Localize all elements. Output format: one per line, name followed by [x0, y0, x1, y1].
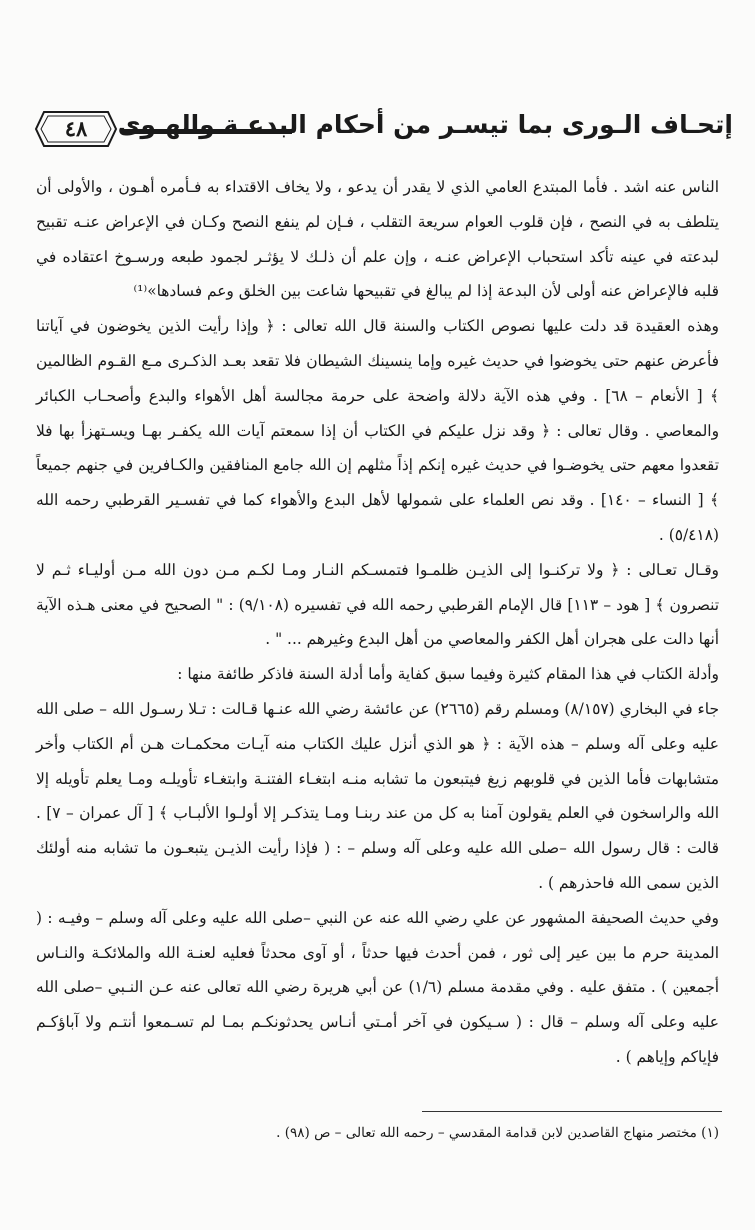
paragraph: الناس عنه اشد . فأما المبتدع العامي الذي لا يقدر أن يدعو ، ولا يخاف الاقتداء به فـأمره أهـون ، والأولى أن يتلطف به في النصح ، فإن قلوب العوام سريعة التقلب ، فـإن لم ينفع النصح وكـان في الإعراض عنـه تقبيح لبدعته في عينه تأكد استحباب الإعراض عنـه ، وإن علم أن ذلـك لا يؤثـر لجمود طبعه ورسـوخ اعتقاده في قلبه فالإعراض عنه أولى لأن البدعة إذا لم يبالغ في تقبيحها شاعت بين الخلق وعم فسادها»⁽¹⁾ — [36, 178, 719, 301]
paragraph: وأدلة الكتاب في هذا المقام كثيرة وفيما سبق كفاية وأما أدلة السنة فاذكر طائفة منها : — [177, 665, 719, 684]
paragraph: وفي حديث الصحيفة المشهور عن علي رضي الله عنه عن النبي –صلى الله عليه وعلى آله وسلم – وفيـه : ( المدينة حرم ما بين عير إلى ثور ، فمن أحدث فيها حدثاً ، أو آوى محدثاً فعليه لعنـة الله والملائكـة والنـاس أجمعين ) . متفق عليه . وفي مقدمة مسلم (١/٦) عن أبي هريرة رضي الله تعالى عنه عـن النـبي –صلى الله عليه وعلى آله وسلم – قال : ( سـيكون في آخر أمـتي أنـاس يحدثونكـم بمـا لم تسـمعوا أنتـم ولا آباؤكـم فإياكم وإياهم ) . — [36, 908, 720, 1066]
page-header — [22, 104, 733, 156]
paragraph: وقـال تعـالى : ﴿ ولا تركنـوا إلى الذيـن ظلمـوا فتمسـكم النـار ومـا لكـم مـن دون الله مـن أوليـاء ثـم لا تنصرون ﴾ [ هود – ١١٣] قال الإمام القرطبي رحمه الله في تفسيره (٩/١٠٨) : " الصحيح في معنى هـذه الآية أنها دالت على هجران أهل الكفر والمعاصي من أهل البدع وغيرهم ... " . — [36, 560, 719, 649]
paragraph: جاء في البخاري (٨/١٥٧) ومسلم رقم (٢٦٦٥) عن عائشة رضي الله عنـها قـالت : تـلا رسـول الله – صلى الله عليه وعلى آله وسلم – هذه الآية : ﴿ هو الذي أنزل عليك الكتاب منه آيـات محكمـات هـن أم الكتاب وأخر متشابهات فأما الذين في قلوبهم زيغ فيتبعون ما تشابه منـه ابتغـاء الفتنـة وابتغـاء تأويلـه ومـا يعلم تأويله إلا الله والراسخون في العلم يقولون آمنا به كل من عند ربنـا ومـا يتذكـر إلا أولـوا الألبـاب ﴾ [ آل عمران – ٧] . قالت : قال رسول الله –صلى الله عليه وعلى آله وسلم – : ( فإذا رأيت الذيـن يتبعـون ما تشابه منه أولئك الذين سمى الله فاحذرهم ) . — [36, 699, 719, 892]
footnote: (١) مختصر منهاج القاصدين لابن قدامة المقدسي – رحمه الله تعالى – ص (٩٨) . — [276, 1125, 719, 1141]
page-number-badge — [34, 109, 118, 149]
paragraph: وهذه العقيدة قد دلت عليها نصوص الكتاب والسنة قال الله تعالى : ﴿ وإذا رأيت الذين يخوضون في آياتنا فأعرض عنهم حتى يخوضوا في حديث غيره وإما ينسينك الشيطان فلا تقعد بعـد الذكـرى مـع القـوم الظالمين ﴾ [ الأنعام – ٦٨] . وفي هذه الآية دلالة واضحة على حرمة مجالسة أهل الأهواء والبدع وأصحـاب الكبائر والمعاصي . وقال تعالى : ﴿ وقد نزل عليكم في الكتاب أن إذا سمعتم آيات الله يكفـر بهـا ويسـتهزأ بها فلا تقعدوا معهم حتى يخوضـوا في حديث غيره إنكم إذاً مثلهم إن الله جامع المنافقين والكـافرين في جنهم جميعاً ﴾ [ النساء – ١٤٠] . وقد نص العلماء على شمولها لأهل البدع والأهواء كما في تفسـير القرطبي رحمه الله (٥/٤١٨) . — [36, 317, 719, 544]
footnote-separator — [422, 1111, 722, 1112]
running-title: إتحـاف الـورى بما تيسـر من أحكام البدعـة والهـوى — [117, 110, 733, 139]
main-text — [36, 170, 719, 1070]
page-number: ٤٨ — [64, 116, 88, 141]
